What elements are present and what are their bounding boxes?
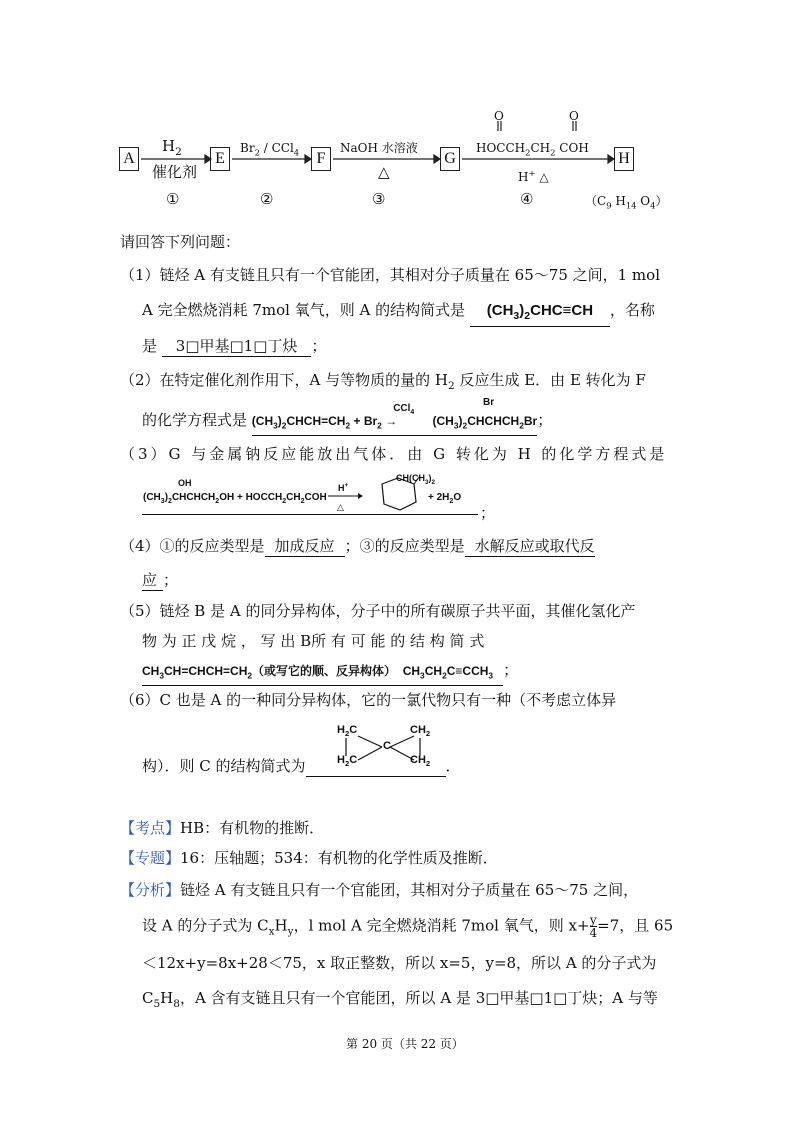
- q4-answer2-cont: 应: [142, 570, 163, 591]
- q3-underline: [142, 514, 478, 515]
- q3-cond-top: H+: [338, 482, 349, 493]
- arrow1-condition: 催化剂: [152, 163, 198, 181]
- fenxi-line1: [120, 880, 638, 900]
- q3-ring-sub: $CH(CH_3)_2$: [396, 473, 436, 486]
- q1-text: A 完全燃烧消耗 7mol 氧气，则 A 的结构简式是: [142, 301, 466, 319]
- q2-equation: $(CH_3)_2CHCH=CH_2 + Br_2$ CCl$_4$ → $(CH_3)_2CHCHCH_2Br$: [252, 411, 537, 436]
- q6-line1: （6）C 也是 A 的一种同分异构体，它的一氯代物只有一种（不考虑立体异: [120, 691, 617, 709]
- compound-h-box: H: [614, 147, 634, 171]
- intro-text: 请回答下列问题：: [120, 233, 241, 251]
- q2-arrow: CCl$_4$ →: [385, 411, 429, 431]
- q1-line3-end: ；: [311, 337, 327, 355]
- q4-mid: ；③的反应类型是: [344, 537, 465, 555]
- q4-line1: [120, 536, 595, 557]
- page-footer: 第 20 页（共 22 页）: [346, 1037, 464, 1051]
- fenxi-line2: 设 A 的分子式为 $C_xH_y$，l mol A 完全燃烧消耗 7mol 氧气，则 x+ $\frac{y}{4}$ =7，且 65: [142, 913, 674, 940]
- q6-end: ．: [445, 757, 461, 775]
- q3-oh: OH: [178, 478, 192, 488]
- q6-prefix: 构）．则 C 的结构简式为: [142, 757, 306, 775]
- q2-line2: [142, 403, 553, 436]
- fenxi-line4: $C_5H_8$，A 含有支链且只有一个官能团，所以 A 是 3□甲基□1□丁炔；A 与等: [142, 989, 658, 1010]
- q1-line2: [142, 300, 655, 327]
- step4-number: ④: [520, 190, 534, 208]
- carbonyl-o-left: O: [494, 109, 504, 123]
- arrow4-condition: H+ △: [518, 168, 549, 184]
- fenxi-text1: 链烃 A 有支链且只有一个官能团，其相对分子质量在 65～75 之间，: [180, 881, 639, 899]
- q3-equation-left: $(CH_3)_2CHCHCH_2OH$ + $HOCCH_2CH_2COH$: [143, 492, 327, 505]
- q6-center-c: C: [383, 740, 391, 752]
- q3-cond-bot: △: [337, 502, 344, 512]
- arrow2-reagent: $Br_2 / CCl_4$: [240, 141, 300, 158]
- step3-number: ③: [372, 190, 386, 208]
- q6-ch2-br: $CH_2$: [410, 754, 431, 769]
- fenxi-tag: 【分析】: [120, 881, 181, 899]
- fraction-y-over-4: [590, 914, 598, 939]
- step1-number: ①: [166, 190, 180, 208]
- q6-ch2-tr: $CH_2$: [410, 724, 431, 739]
- q4-line2: [142, 570, 178, 591]
- q5-answer: $CH_3CH=CHCH=CH_2$（或写它的顺、反异构体） $CH_3CH_2C\equiv CCH_3$: [142, 661, 503, 686]
- arrow4-reagent: $HOCCH_2CH_2$ COH: [476, 141, 589, 158]
- zhuanti-line: [120, 848, 498, 868]
- q2-prefix: 的化学方程式是: [142, 411, 248, 429]
- q3-line1: （3）G 与金属钠反应能放出气体．由 G 转化为 H 的化学方程式是: [120, 445, 668, 463]
- q3-water: + $2H_2O$: [428, 492, 462, 505]
- compound-g-box: G: [440, 147, 460, 171]
- q4-answer1: 加成反应: [265, 536, 345, 557]
- q4-answer2: 水解反应或取代反: [465, 536, 595, 557]
- q2-br-sub: Br: [483, 397, 495, 408]
- frac-num: y: [589, 913, 597, 927]
- q1-answer-name: 3□甲基□1□丁炔: [162, 336, 312, 357]
- arrow1-reagent: $H_2$: [162, 137, 182, 158]
- fenxi-text2b: =7，且 65: [597, 916, 674, 935]
- kaodian-text: HB：有机物的推断．: [180, 819, 325, 837]
- compound-e-box: E: [210, 147, 230, 171]
- carbonyl-o-right: O: [569, 109, 579, 123]
- q4-end: ；: [163, 571, 179, 589]
- arrow3-condition: △: [378, 163, 390, 181]
- h-formula: （$C_9$ $H_{14}$ $O_4$）: [585, 194, 668, 211]
- fenxi-line3: ＜12x+y=8x+28＜75，x 取正整数，所以 x=5，y=8，所以 A 的分子式为: [142, 954, 657, 972]
- q1-line3-prefix: 是: [142, 337, 158, 355]
- q5-line1: （5）链烃 B 是 A 的同分异构体，分子中的所有碳原子共平面，其催化氢化产: [120, 602, 636, 620]
- step2-number: ②: [260, 190, 274, 208]
- q2-end: ；: [537, 411, 553, 429]
- q6-ch2-bl: $H_2C$: [337, 754, 358, 769]
- compound-f-box: F: [311, 147, 331, 171]
- zhuanti-tag: 【专题】: [120, 849, 181, 867]
- kaodian-line: [120, 818, 324, 838]
- q1-line1: （1）链烃 A 有支链且只有一个官能团，其相对分子质量在 65～75 之间，1 mol: [120, 266, 660, 284]
- frac-den: 4: [589, 926, 598, 940]
- compound-a-box: A: [119, 147, 139, 171]
- q1-line3: [142, 336, 326, 357]
- q5-line3: [142, 660, 518, 686]
- q5-line2: 物 为 正 戊 烷 ， 写 出 B所 有 可 能 的 结 构 简 式: [142, 632, 485, 650]
- q4-prefix: （4）①的反应类型是: [120, 537, 265, 555]
- q1-answer-structure: $(CH_3)_2CHC\equiv CH$: [470, 301, 610, 327]
- zhuanti-text: 16：压轴题；534：有机物的化学性质及推断．: [180, 849, 498, 867]
- arrow3-reagent: NaOH 水溶液: [340, 141, 418, 155]
- scheme-arrows: [0, 0, 800, 200]
- q2-line1: （2）在特定催化剂作用下，A 与等物质的量的 $H_2$ 反应生成 E．由 E 转化为 F: [120, 371, 646, 392]
- q1-text-end: ，名称: [609, 301, 655, 319]
- q3-end: ；: [480, 504, 496, 522]
- kaodian-tag: 【考点】: [120, 819, 181, 837]
- q5-end: ；: [503, 661, 519, 679]
- q6-ch2-tl: $H_2C$: [337, 724, 358, 739]
- q2-cond: CCl$_4$: [393, 403, 415, 416]
